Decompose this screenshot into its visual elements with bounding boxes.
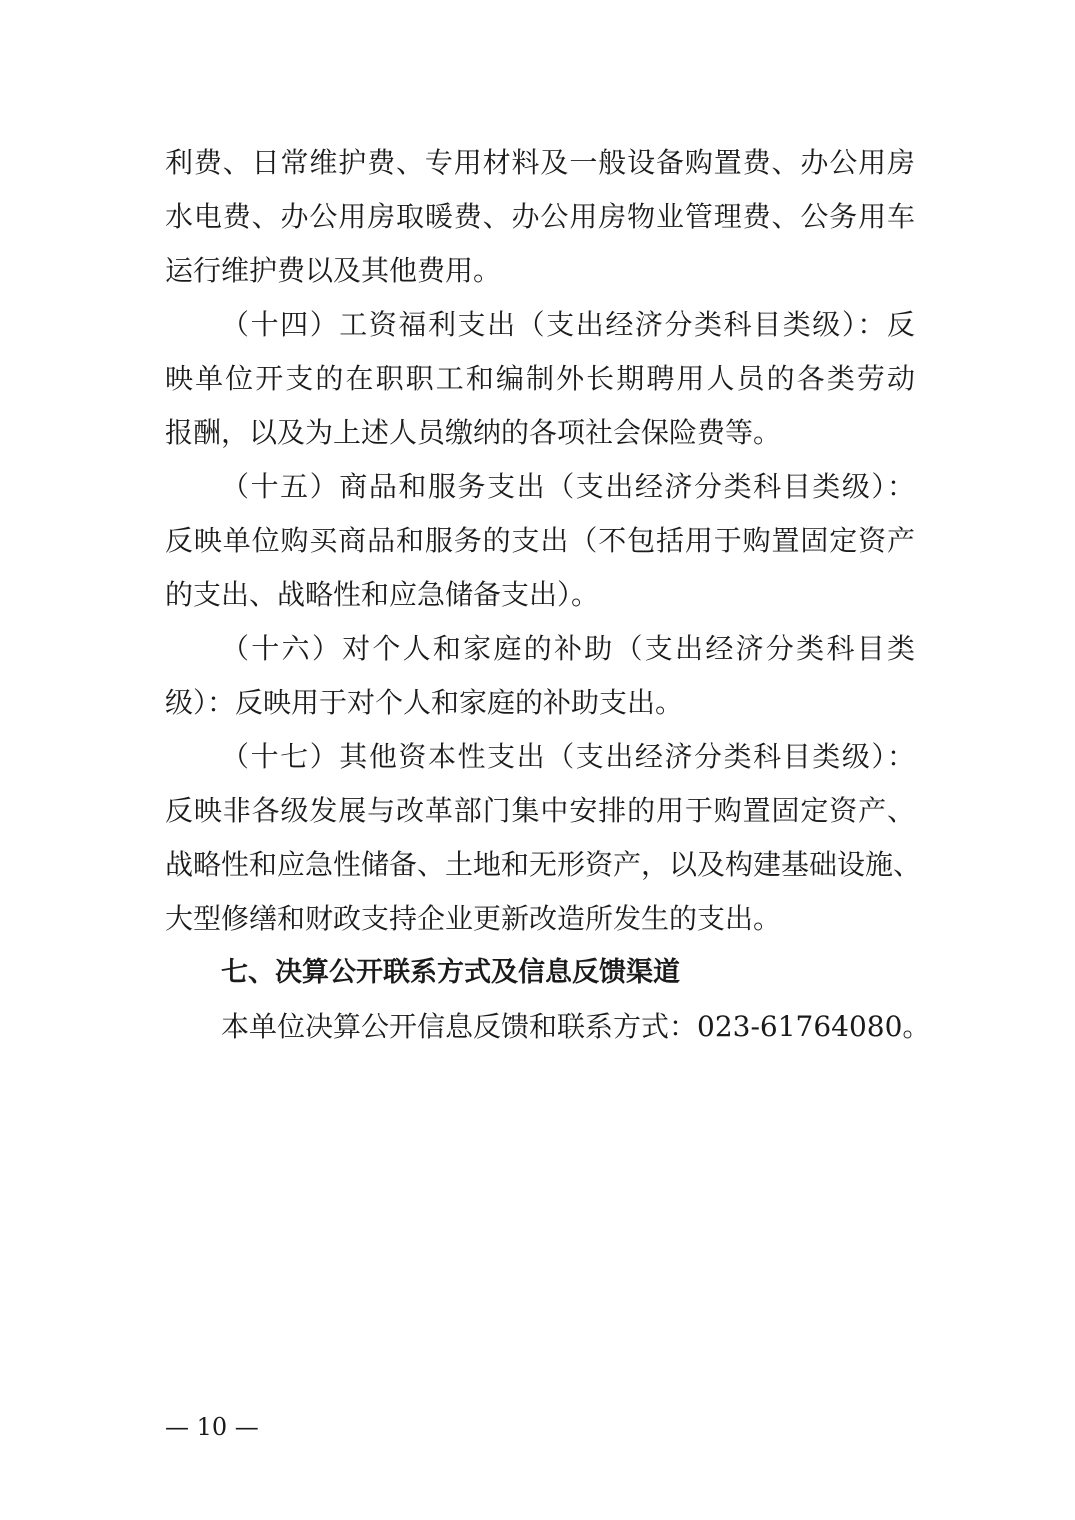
paragraph-line: 的支出、战略性和应急储备支出）。 [165,578,600,611]
paragraph-line: 级）：反映用于对个人和家庭的补助支出。 [165,686,684,719]
section-heading: 七、决算公开联系方式及信息反馈渠道 [221,957,680,988]
paragraph-line: 反映非各级发展与改革部门集中安排的用于购置固定资产、 [165,794,915,827]
paragraph-first-line: （十七）其他资本性支出（支出经济分类科目类级）： [221,740,915,773]
paragraph-line: 利费、日常维护费、专用材料及一般设备购置费、办公用房 [165,146,915,179]
paragraph-line: 大型修缮和财政支持企业更新改造所发生的支出。 [165,902,782,935]
paragraph-line: 反映单位购买商品和服务的支出（不包括用于购置固定资产 [165,524,915,557]
paragraph-line: 映单位开支的在职职工和编制外长期聘用人员的各类劳动 [165,362,915,395]
paragraph-first-line: （十五）商品和服务支出（支出经济分类科目类级）： [221,470,915,503]
paragraph-line: 水电费、办公用房取暖费、办公用房物业管理费、公务用车 [165,200,915,233]
paragraph-first-line: （十四）工资福利支出（支出经济分类科目类级）：反 [221,308,915,341]
contact-paragraph: 本单位决算公开信息反馈和联系方式：023-61764080。 [221,1010,931,1043]
paragraph-line: 报酬，以及为上述人员缴纳的各项社会保险费等。 [165,416,782,449]
paragraph-line: 战略性和应急性储备、土地和无形资产，以及构建基础设施、 [165,848,922,881]
page-number: — 10 — [165,1413,259,1441]
paragraph-line: 运行维护费以及其他费用。 [165,254,502,287]
document-body [165,136,931,1054]
paragraph-first-line: （十六）对个人和家庭的补助（支出经济分类科目类 [221,632,915,665]
